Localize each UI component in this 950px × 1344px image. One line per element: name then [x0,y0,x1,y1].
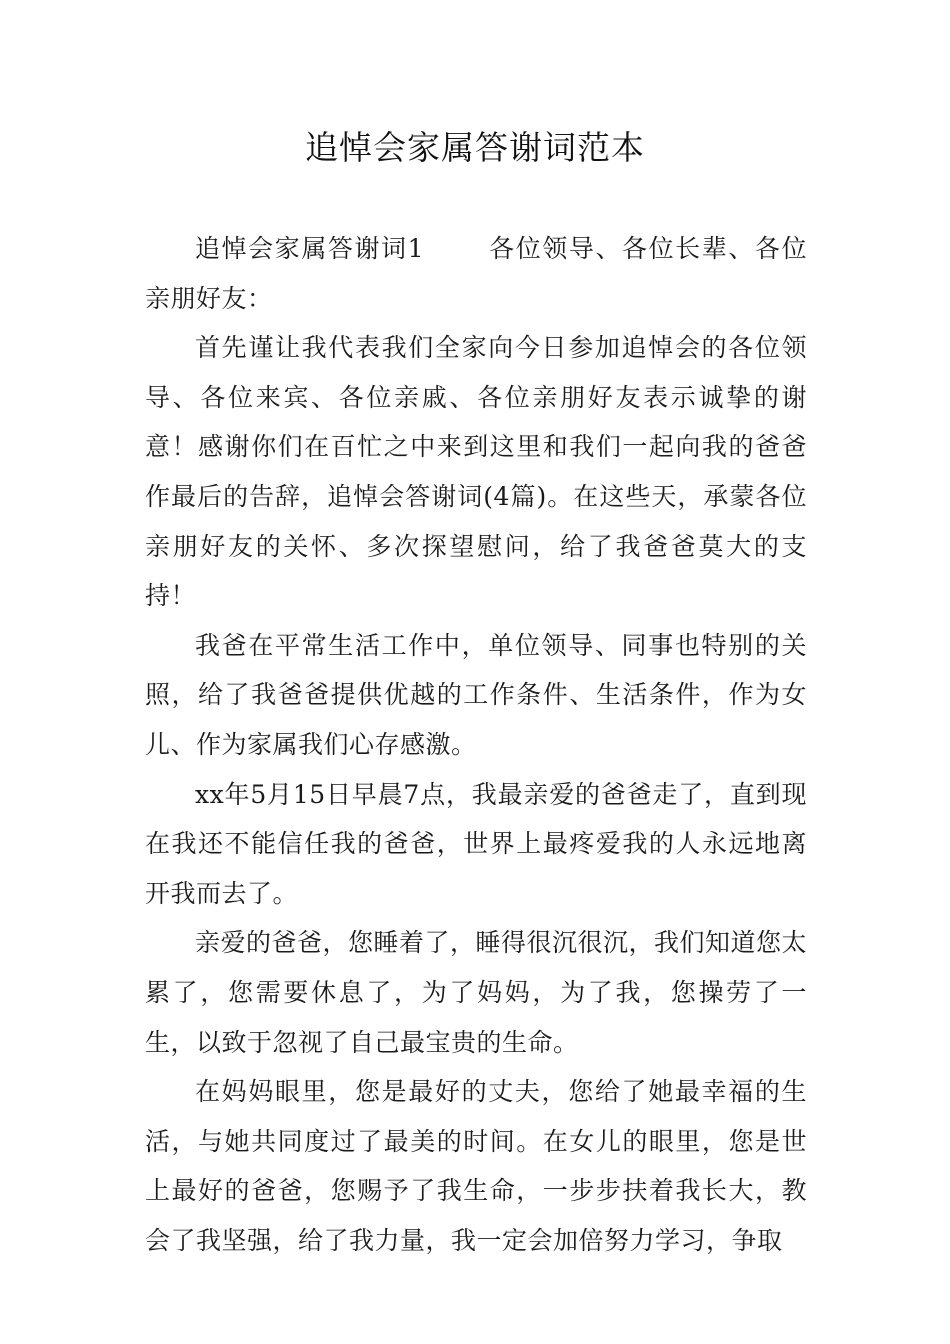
document-body [145,224,807,1265]
body-paragraph: 首先谨让我代表我们全家向今日参加追悼会的各位领导、各位来宾、各位亲戚、各位亲朋好友表示诚挚的谢意！感谢你们在百忙之中来到这里和我们一起向我的爸爸作最后的告辞，追悼会答谢词(4篇)。在这些天，承蒙各位亲朋好友的关怀、多次探望慰问，给了我爸爸莫大的支持！ [145,333,807,611]
document-title: 追悼会家属答谢词范本 [305,128,645,167]
opening-paragraph [145,224,807,323]
body-paragraph: 我爸在平常生活工作中，单位领导、同事也特别的关照，给了我爸爸提供优越的工作条件、生活条件，作为女儿、作为家属我们心存感激。 [145,630,807,759]
section-heading: 追悼会家属答谢词1 [195,234,425,263]
body-paragraph: 亲爱的爸爸，您睡着了，睡得很沉很沉，我们知道您太累了，您需要休息了，为了妈妈，为了我，您操劳了一生，以致于忽视了自己最宝贵的生命。 [145,928,808,1057]
greeting-text: 各位领导、各位长辈、各位亲朋好友： [145,234,807,313]
body-paragraph: 在妈妈眼里，您是最好的丈夫，您给了她最幸福的生活，与她共同度过了最美的时间。在女儿的眼里，您是世上最好的爸爸，您赐予了我生命，一步步扶着我长大，教会了我坚强，给了我力量，我一定会加倍努力学习，争取 [145,1077,807,1255]
body-paragraph: xx年5月15日早晨7点，我最亲爱的爸爸走了，直到现在我还不能信任我的爸爸，世界上最疼爱我的人永远地离开我而去了。 [145,779,807,908]
